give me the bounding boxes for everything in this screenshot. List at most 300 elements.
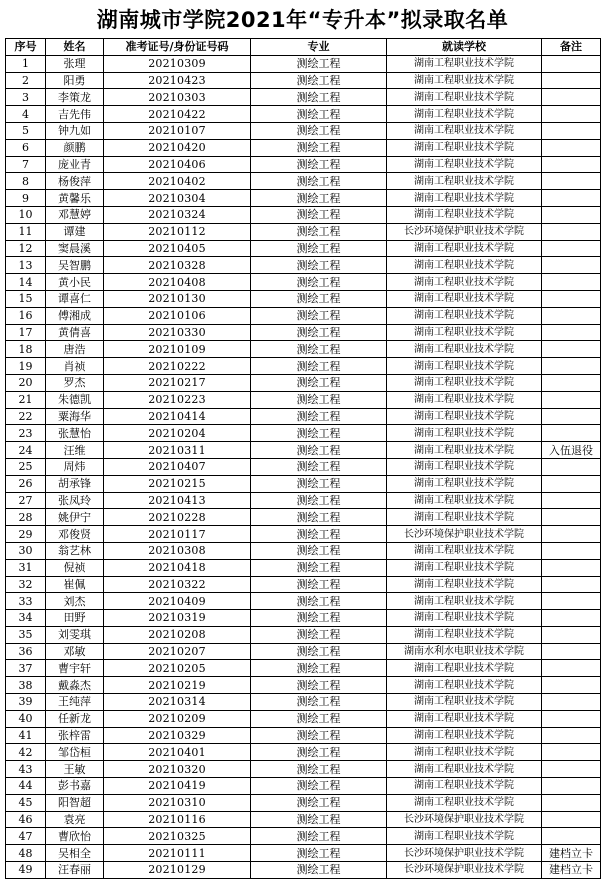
cell-exam-id: 20210309	[104, 55, 251, 72]
cell-name: 阳勇	[46, 72, 104, 89]
cell-index: 24	[6, 442, 46, 459]
cell-school: 湖南工程职业技术学院	[387, 324, 542, 341]
cell-school: 湖南工程职业技术学院	[387, 274, 542, 291]
column-header-name: 姓名	[46, 39, 104, 56]
cell-remarks	[542, 576, 601, 593]
cell-major: 测绘工程	[251, 862, 387, 879]
cell-name: 张凤玲	[46, 492, 104, 509]
cell-exam-id: 20210413	[104, 492, 251, 509]
cell-name: 唐浩	[46, 341, 104, 358]
cell-remarks	[542, 156, 601, 173]
cell-school: 长沙环境保护职业技术学院	[387, 223, 542, 240]
table-row	[6, 862, 601, 879]
cell-school: 湖南工程职业技术学院	[387, 374, 542, 391]
table-header-row	[6, 39, 601, 56]
cell-school: 湖南工程职业技术学院	[387, 391, 542, 408]
cell-remarks	[542, 475, 601, 492]
cell-major: 测绘工程	[251, 542, 387, 559]
cell-name: 吉先伟	[46, 106, 104, 123]
cell-index: 31	[6, 559, 46, 576]
cell-index: 13	[6, 257, 46, 274]
cell-remarks	[542, 374, 601, 391]
table-row	[6, 139, 601, 156]
cell-index: 25	[6, 458, 46, 475]
cell-name: 姚伊宁	[46, 509, 104, 526]
cell-name: 王纯萍	[46, 694, 104, 711]
cell-name: 张理	[46, 55, 104, 72]
cell-name: 颜鹏	[46, 139, 104, 156]
cell-index: 30	[6, 542, 46, 559]
table-row	[6, 845, 601, 862]
cell-remarks	[542, 559, 601, 576]
table-row	[6, 122, 601, 139]
cell-exam-id: 20210303	[104, 89, 251, 106]
cell-major: 测绘工程	[251, 643, 387, 660]
cell-exam-id: 20210304	[104, 190, 251, 207]
cell-school: 湖南工程职业技术学院	[387, 156, 542, 173]
cell-remarks	[542, 307, 601, 324]
cell-school: 湖南工程职业技术学院	[387, 542, 542, 559]
cell-name: 王敏	[46, 761, 104, 778]
cell-index: 9	[6, 190, 46, 207]
cell-remarks	[542, 458, 601, 475]
table-row	[6, 89, 601, 106]
cell-name: 黄小民	[46, 274, 104, 291]
cell-school: 湖南工程职业技术学院	[387, 828, 542, 845]
cell-school: 湖南工程职业技术学院	[387, 257, 542, 274]
table-row	[6, 509, 601, 526]
cell-index: 40	[6, 710, 46, 727]
cell-school: 湖南工程职业技术学院	[387, 509, 542, 526]
cell-index: 21	[6, 391, 46, 408]
table-row	[6, 576, 601, 593]
cell-exam-id: 20210215	[104, 475, 251, 492]
cell-remarks	[542, 72, 601, 89]
column-header-major: 专业	[251, 39, 387, 56]
cell-remarks	[542, 677, 601, 694]
cell-index: 4	[6, 106, 46, 123]
cell-index: 11	[6, 223, 46, 240]
table-row	[6, 492, 601, 509]
cell-exam-id: 20210422	[104, 106, 251, 123]
cell-index: 14	[6, 274, 46, 291]
cell-index: 27	[6, 492, 46, 509]
cell-remarks	[542, 240, 601, 257]
cell-major: 测绘工程	[251, 626, 387, 643]
cell-name: 曹宇轩	[46, 660, 104, 677]
cell-school: 长沙环境保护职业技术学院	[387, 862, 542, 879]
cell-exam-id: 20210408	[104, 274, 251, 291]
cell-index: 42	[6, 744, 46, 761]
cell-index: 48	[6, 845, 46, 862]
table-row	[6, 761, 601, 778]
cell-index: 47	[6, 828, 46, 845]
cell-major: 测绘工程	[251, 694, 387, 711]
cell-remarks: 建档立卡	[542, 845, 601, 862]
cell-school: 湖南工程职业技术学院	[387, 89, 542, 106]
cell-name: 胡承锋	[46, 475, 104, 492]
cell-school: 湖南工程职业技术学院	[387, 106, 542, 123]
cell-name: 周炜	[46, 458, 104, 475]
table-row	[6, 290, 601, 307]
cell-index: 12	[6, 240, 46, 257]
cell-school: 湖南工程职业技术学院	[387, 72, 542, 89]
cell-index: 39	[6, 694, 46, 711]
cell-school: 湖南工程职业技术学院	[387, 559, 542, 576]
cell-index: 44	[6, 778, 46, 795]
cell-exam-id: 20210420	[104, 139, 251, 156]
cell-remarks	[542, 190, 601, 207]
cell-remarks	[542, 744, 601, 761]
table-row	[6, 240, 601, 257]
table-row	[6, 458, 601, 475]
cell-name: 黄倩喜	[46, 324, 104, 341]
cell-school: 湖南工程职业技术学院	[387, 677, 542, 694]
cell-exam-id: 20210325	[104, 828, 251, 845]
cell-school: 湖南水利水电职业技术学院	[387, 643, 542, 660]
cell-major: 测绘工程	[251, 139, 387, 156]
cell-school: 湖南工程职业技术学院	[387, 727, 542, 744]
cell-exam-id: 20210222	[104, 358, 251, 375]
cell-remarks	[542, 492, 601, 509]
cell-major: 测绘工程	[251, 89, 387, 106]
cell-major: 测绘工程	[251, 526, 387, 543]
cell-major: 测绘工程	[251, 274, 387, 291]
cell-remarks: 建档立卡	[542, 862, 601, 879]
table-row	[6, 660, 601, 677]
cell-remarks	[542, 542, 601, 559]
cell-exam-id: 20210319	[104, 610, 251, 627]
cell-name: 刘杰	[46, 593, 104, 610]
cell-remarks	[542, 324, 601, 341]
cell-index: 26	[6, 475, 46, 492]
cell-name: 崔佩	[46, 576, 104, 593]
cell-school: 湖南工程职业技术学院	[387, 240, 542, 257]
cell-school: 湖南工程职业技术学院	[387, 442, 542, 459]
cell-remarks	[542, 761, 601, 778]
cell-exam-id: 20210205	[104, 660, 251, 677]
cell-exam-id: 20210311	[104, 442, 251, 459]
cell-name: 杨俊萍	[46, 173, 104, 190]
cell-name: 邓俊贤	[46, 526, 104, 543]
cell-school: 湖南工程职业技术学院	[387, 173, 542, 190]
cell-index: 28	[6, 509, 46, 526]
cell-index: 36	[6, 643, 46, 660]
cell-exam-id: 20210402	[104, 173, 251, 190]
cell-remarks	[542, 274, 601, 291]
cell-major: 测绘工程	[251, 576, 387, 593]
cell-school: 湖南工程职业技术学院	[387, 358, 542, 375]
cell-name: 彭书嘉	[46, 778, 104, 795]
table-row	[6, 425, 601, 442]
cell-name: 阳智超	[46, 794, 104, 811]
cell-school: 湖南工程职业技术学院	[387, 458, 542, 475]
cell-major: 测绘工程	[251, 374, 387, 391]
document-title: 湖南城市学院2021年“专升本”拟录取名单	[96, 8, 509, 32]
table-row	[6, 223, 601, 240]
cell-index: 38	[6, 677, 46, 694]
cell-exam-id: 20210407	[104, 458, 251, 475]
table-row	[6, 442, 601, 459]
cell-exam-id: 20210109	[104, 341, 251, 358]
cell-name: 张慧怡	[46, 425, 104, 442]
cell-name: 窦晨溪	[46, 240, 104, 257]
cell-name: 吴智鹏	[46, 257, 104, 274]
admission-table	[5, 38, 601, 879]
cell-school: 湖南工程职业技术学院	[387, 576, 542, 593]
cell-major: 测绘工程	[251, 458, 387, 475]
cell-remarks	[542, 509, 601, 526]
table-row	[6, 559, 601, 576]
cell-exam-id: 20210223	[104, 391, 251, 408]
cell-exam-id: 20210423	[104, 72, 251, 89]
cell-remarks	[542, 391, 601, 408]
cell-index: 33	[6, 593, 46, 610]
cell-remarks	[542, 290, 601, 307]
cell-remarks	[542, 341, 601, 358]
cell-school: 湖南工程职业技术学院	[387, 778, 542, 795]
cell-remarks	[542, 727, 601, 744]
cell-index: 2	[6, 72, 46, 89]
cell-exam-id: 20210418	[104, 559, 251, 576]
cell-remarks	[542, 89, 601, 106]
cell-major: 测绘工程	[251, 475, 387, 492]
cell-exam-id: 20210320	[104, 761, 251, 778]
cell-remarks	[542, 593, 601, 610]
table-row	[6, 593, 601, 610]
cell-major: 测绘工程	[251, 677, 387, 694]
cell-index: 22	[6, 408, 46, 425]
cell-remarks	[542, 811, 601, 828]
cell-school: 长沙环境保护职业技术学院	[387, 811, 542, 828]
cell-remarks	[542, 626, 601, 643]
cell-major: 测绘工程	[251, 223, 387, 240]
cell-name: 邓敏	[46, 643, 104, 660]
cell-school: 湖南工程职业技术学院	[387, 190, 542, 207]
cell-remarks	[542, 257, 601, 274]
cell-name: 谭喜仁	[46, 290, 104, 307]
cell-index: 46	[6, 811, 46, 828]
cell-remarks	[542, 694, 601, 711]
cell-exam-id: 20210208	[104, 626, 251, 643]
cell-school: 长沙环境保护职业技术学院	[387, 526, 542, 543]
table-row	[6, 794, 601, 811]
cell-school: 湖南工程职业技术学院	[387, 610, 542, 627]
column-header-school: 就读学校	[387, 39, 542, 56]
cell-exam-id: 20210310	[104, 794, 251, 811]
cell-name: 曹欣怡	[46, 828, 104, 845]
table-row	[6, 72, 601, 89]
cell-major: 测绘工程	[251, 55, 387, 72]
table-row	[6, 610, 601, 627]
table-row	[6, 257, 601, 274]
cell-major: 测绘工程	[251, 341, 387, 358]
cell-exam-id: 20210414	[104, 408, 251, 425]
cell-exam-id: 20210406	[104, 156, 251, 173]
cell-school: 湖南工程职业技术学院	[387, 761, 542, 778]
cell-major: 测绘工程	[251, 156, 387, 173]
cell-remarks	[542, 643, 601, 660]
cell-major: 测绘工程	[251, 828, 387, 845]
cell-major: 测绘工程	[251, 492, 387, 509]
cell-index: 19	[6, 358, 46, 375]
cell-major: 测绘工程	[251, 408, 387, 425]
cell-index: 18	[6, 341, 46, 358]
cell-major: 测绘工程	[251, 324, 387, 341]
cell-major: 测绘工程	[251, 660, 387, 677]
cell-remarks	[542, 778, 601, 795]
cell-index: 5	[6, 122, 46, 139]
table-row	[6, 778, 601, 795]
cell-name: 汪春丽	[46, 862, 104, 879]
cell-index: 49	[6, 862, 46, 879]
cell-remarks	[542, 55, 601, 72]
cell-exam-id: 20210328	[104, 257, 251, 274]
cell-index: 23	[6, 425, 46, 442]
cell-exam-id: 20210314	[104, 694, 251, 711]
table-row	[6, 710, 601, 727]
cell-exam-id: 20210419	[104, 778, 251, 795]
cell-name: 李策龙	[46, 89, 104, 106]
cell-name: 邹岱桓	[46, 744, 104, 761]
cell-index: 41	[6, 727, 46, 744]
table-row	[6, 811, 601, 828]
cell-name: 张梓雷	[46, 727, 104, 744]
cell-major: 测绘工程	[251, 794, 387, 811]
cell-index: 6	[6, 139, 46, 156]
table-body	[6, 55, 601, 878]
cell-school: 湖南工程职业技术学院	[387, 660, 542, 677]
column-header-exam-id: 准考证号/身份证号码	[104, 39, 251, 56]
cell-school: 湖南工程职业技术学院	[387, 307, 542, 324]
cell-major: 测绘工程	[251, 257, 387, 274]
cell-index: 29	[6, 526, 46, 543]
cell-major: 测绘工程	[251, 72, 387, 89]
cell-name: 朱德凯	[46, 391, 104, 408]
cell-exam-id: 20210107	[104, 122, 251, 139]
cell-exam-id: 20210112	[104, 223, 251, 240]
cell-exam-id: 20210330	[104, 324, 251, 341]
cell-exam-id: 20210111	[104, 845, 251, 862]
cell-exam-id: 20210217	[104, 374, 251, 391]
table-row	[6, 526, 601, 543]
cell-school: 湖南工程职业技术学院	[387, 710, 542, 727]
cell-school: 湖南工程职业技术学院	[387, 341, 542, 358]
cell-major: 测绘工程	[251, 358, 387, 375]
cell-major: 测绘工程	[251, 559, 387, 576]
table-row	[6, 206, 601, 223]
table-row	[6, 106, 601, 123]
cell-exam-id: 20210209	[104, 710, 251, 727]
cell-school: 湖南工程职业技术学院	[387, 593, 542, 610]
cell-name: 吴相全	[46, 845, 104, 862]
cell-school: 湖南工程职业技术学院	[387, 475, 542, 492]
cell-name: 罗杰	[46, 374, 104, 391]
cell-remarks	[542, 610, 601, 627]
cell-school: 湖南工程职业技术学院	[387, 408, 542, 425]
cell-index: 8	[6, 173, 46, 190]
cell-exam-id: 20210308	[104, 542, 251, 559]
cell-major: 测绘工程	[251, 509, 387, 526]
table-row	[6, 55, 601, 72]
cell-major: 测绘工程	[251, 122, 387, 139]
cell-exam-id: 20210116	[104, 811, 251, 828]
cell-exam-id: 20210106	[104, 307, 251, 324]
cell-school: 湖南工程职业技术学院	[387, 55, 542, 72]
cell-remarks	[542, 122, 601, 139]
cell-remarks	[542, 139, 601, 156]
table-row	[6, 274, 601, 291]
cell-school: 湖南工程职业技术学院	[387, 206, 542, 223]
cell-index: 1	[6, 55, 46, 72]
cell-name: 黄馨乐	[46, 190, 104, 207]
cell-index: 7	[6, 156, 46, 173]
cell-remarks	[542, 173, 601, 190]
cell-school: 湖南工程职业技术学院	[387, 492, 542, 509]
table-row	[6, 374, 601, 391]
cell-remarks	[542, 794, 601, 811]
cell-major: 测绘工程	[251, 190, 387, 207]
cell-name: 肖祯	[46, 358, 104, 375]
cell-exam-id: 20210405	[104, 240, 251, 257]
cell-name: 袁亮	[46, 811, 104, 828]
cell-major: 测绘工程	[251, 391, 387, 408]
cell-remarks	[542, 206, 601, 223]
cell-remarks	[542, 358, 601, 375]
cell-index: 35	[6, 626, 46, 643]
cell-major: 测绘工程	[251, 610, 387, 627]
column-header-index: 序号	[6, 39, 46, 56]
cell-major: 测绘工程	[251, 442, 387, 459]
table-row	[6, 307, 601, 324]
cell-exam-id: 20210322	[104, 576, 251, 593]
cell-remarks	[542, 526, 601, 543]
cell-major: 测绘工程	[251, 778, 387, 795]
table-row	[6, 744, 601, 761]
cell-school: 湖南工程职业技术学院	[387, 290, 542, 307]
cell-major: 测绘工程	[251, 240, 387, 257]
cell-index: 20	[6, 374, 46, 391]
cell-exam-id: 20210329	[104, 727, 251, 744]
cell-index: 3	[6, 89, 46, 106]
table-row	[6, 475, 601, 492]
cell-school: 湖南工程职业技术学院	[387, 139, 542, 156]
cell-name: 翁艺林	[46, 542, 104, 559]
cell-exam-id: 20210324	[104, 206, 251, 223]
cell-name: 倪祯	[46, 559, 104, 576]
cell-major: 测绘工程	[251, 290, 387, 307]
table-row	[6, 677, 601, 694]
cell-exam-id: 20210130	[104, 290, 251, 307]
table-row	[6, 727, 601, 744]
cell-remarks	[542, 408, 601, 425]
cell-major: 测绘工程	[251, 206, 387, 223]
cell-exam-id: 20210228	[104, 509, 251, 526]
cell-index: 10	[6, 206, 46, 223]
cell-index: 16	[6, 307, 46, 324]
cell-remarks	[542, 425, 601, 442]
cell-index: 17	[6, 324, 46, 341]
cell-index: 37	[6, 660, 46, 677]
cell-remarks	[542, 106, 601, 123]
table-row	[6, 828, 601, 845]
cell-school: 湖南工程职业技术学院	[387, 122, 542, 139]
cell-major: 测绘工程	[251, 425, 387, 442]
table-row	[6, 324, 601, 341]
cell-school: 湖南工程职业技术学院	[387, 425, 542, 442]
cell-exam-id: 20210401	[104, 744, 251, 761]
table-row	[6, 156, 601, 173]
